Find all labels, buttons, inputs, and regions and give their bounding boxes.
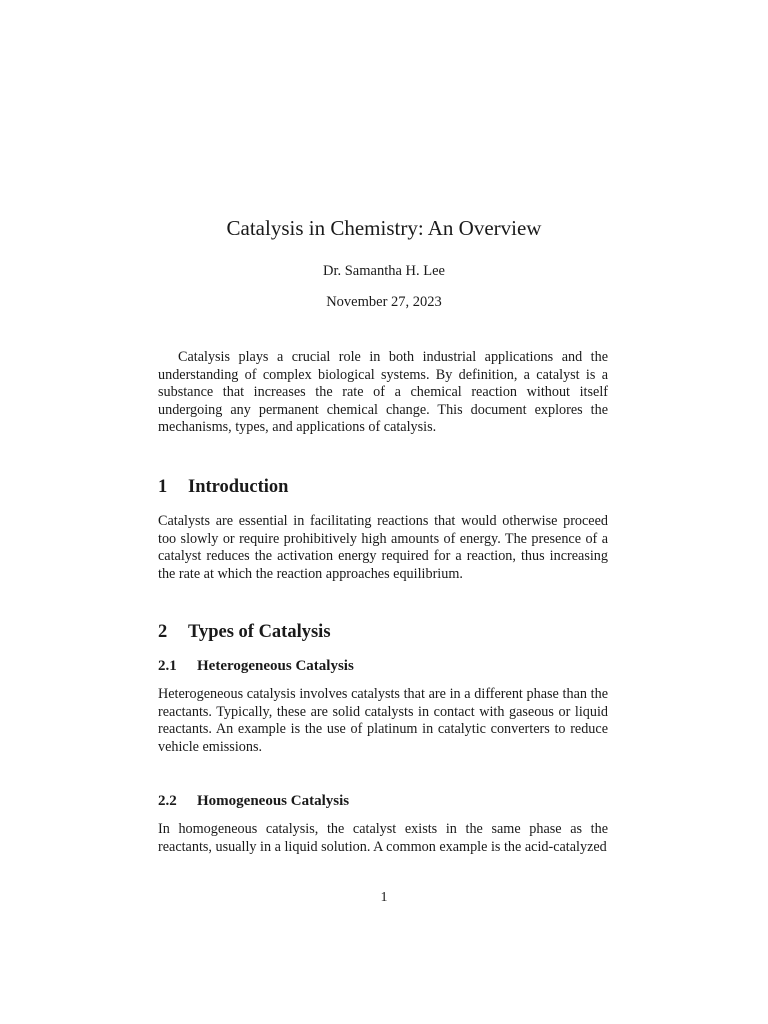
- subsection-heading-heterogeneous: [158, 658, 354, 675]
- subsection-number: 2.1: [158, 658, 177, 674]
- document-title: Catalysis in Chemistry: An Overview: [226, 216, 542, 240]
- subsection-number: 2.2: [158, 793, 177, 809]
- subsection-heading-homogeneous: [158, 793, 349, 810]
- section-number: 2: [158, 622, 168, 642]
- section-heading-types-of-catalysis: [158, 622, 331, 643]
- subsection-title: Homogeneous Catalysis: [197, 793, 350, 809]
- section-title: Introduction: [188, 477, 289, 497]
- abstract-paragraph: Catalysis plays a crucial role in both industrial applications and the understanding of complex biological systems. By definition, a catalyst is a substance that increases the rate of a chemical reaction without itself undergoing any permanent chemical change. This document explores the mechanisms, types, and applications of catalysis.: [158, 349, 608, 436]
- heterogeneous-paragraph: Heterogeneous catalysis involves catalysts that are in a different phase than the reactants. Typically, these are solid catalysts in contact with gaseous or liquid reactants. An example is the use of platinum in catalytic converters to reduce vehicle emissions.: [158, 686, 608, 755]
- subsection-title: Heterogeneous Catalysis: [197, 658, 354, 674]
- document-author: Dr. Samantha H. Lee: [322, 263, 445, 279]
- page-number: 1: [380, 890, 388, 905]
- document-date: November 27, 2023: [326, 294, 442, 310]
- section-number: 1: [158, 477, 168, 497]
- introduction-paragraph: Catalysts are essential in facilitating reactions that would otherwise proceed too slowly or require prohibitively high amounts of energy. The presence of a catalyst reduces the activation energy required for a reaction, thus increasing the rate at which the reaction approaches equilibrium.: [158, 513, 608, 582]
- section-title: Types of Catalysis: [188, 622, 331, 642]
- homogeneous-paragraph: In homogeneous catalysis, the catalyst exists in the same phase as the reactants, usually in a liquid solution. A common example is the acid-catalyzed: [158, 821, 608, 855]
- section-heading-introduction: [158, 477, 288, 498]
